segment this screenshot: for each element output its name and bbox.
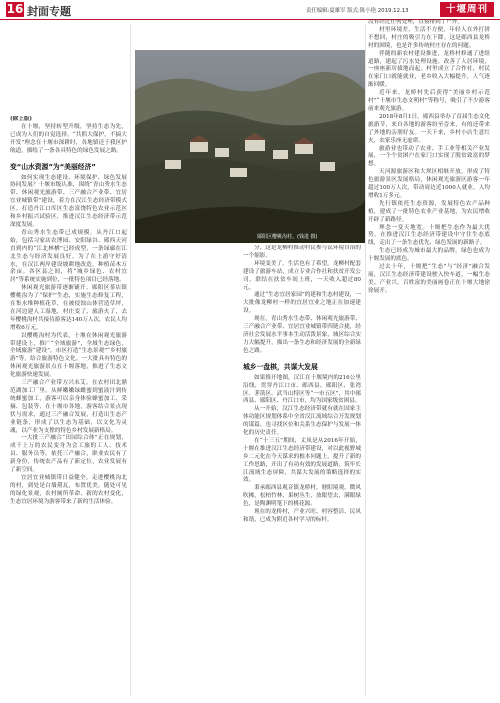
- paragraph: 三产融合产业带方兴未艾。在农村田北鼎范湖加工厂里，从鲜嫩嫩绿雌蜜到蜜液汁到传统蜂蜜加工，游客可以亲身体验蜂蜜加工、采摘、包装等，在十堰市各地，游客结合景点现状与需求，通过三产融合发展，打造出生态产业链条，形成了以生态为基础，以文化为灵魂，以产业为支撑的特色乡村发展新格局。: [10, 380, 127, 434]
- paragraph: 通过“生态宜居家园”的建和生态村建设，一大批像龙柳村一样的宜居宜业之地正在加速建设。: [243, 292, 361, 315]
- paragraph: 在“十三五”期间，丈凤是从2016年开始，十堰在推进汉江生态经济带建设，对以此视野城乡二元化在今天谋求的根本问题上，提升了新的工作思路，开出了有功有效的发展道路，筑牢长江流域生态屏障，共谋大发展的策略选择的实效。: [243, 437, 361, 484]
- paragraph: 秉承郧西县观音镇龙桥村，财阳境观，微风吹拂，松柏竹林，果树丛生，放眼望去，满眼绿色，是陶渊明笔下的桃花源。: [243, 485, 361, 508]
- paragraph: 现在，青山秀水生态带、休闲观光旅游带、三产融合产业带、宜居宜业城镇带四链合拢，经济社会发展水平事本生动活泼景象，城区综合实力大幅提升，描出一条生态和经济发展的全新绿色之路。: [243, 316, 361, 354]
- paragraph: 在十堰，坚持转型升级，坚持生态为先，已成为人们的自觉选择。“共抓大保护，不搞大开发”理念在十堰市深耕时，各地镇还于我区护航道，描绘了一条各具特色的绿色发展之路。: [10, 123, 127, 154]
- paragraph: 理念一变天地宽。十堰把生态作为最大优势，在推进汉江生态经济带建设中守住生态底线，走出了一条生态优先、绿色发展的新路子。: [368, 224, 490, 247]
- paragraph: 村里环境差，生活不方便，年轻人在外打拼不想回，村庄的吸引力在下降。这是郧西县龙桥村的困境，也是许多传统村庄存在的问题。: [368, 26, 490, 49]
- paragraph: 以樱桃沟村为代表，十堰在休闲观光旅游带建设上，推广“全域旅游”，全域生态绿色，全域旅游“建设”，市区打造“生态景观”“乡村旅游”等，结合旅游特色文化。一大批具有特色的休闲观光旅游景点在十堰落地，推进了生态文化旅游快速发展。: [10, 332, 127, 379]
- article-column-3: [368, 19, 490, 696]
- paragraph: 环境变美了，生活也有了希望。龙柳村配套建设了旅游车站，成立专业合作社和扶贫开发公司，联结在扶贫车间上班，一天收入超过80元。: [243, 260, 361, 291]
- paragraph: 旅游业也带动了农业、手工业等相关产业发展，一个个贫困户在家门口实现了脱贫致富的梦想。: [368, 145, 490, 168]
- paragraph: (除上版): [10, 116, 33, 122]
- paragraph: 从一开始，汉江生态经济带就有就在国家主体功能区规划体系中全省汉江流域综合开发规划的谋篇，也寻找区位和关系生态保护与发展一体化的历史责任。: [243, 406, 361, 437]
- page-number: 16: [6, 2, 24, 16]
- paragraph: 休闲观光旅游带逐渐铺开。郧阳区茶店镇樱桃沟为了“保护”生态，实施生态修复工程，在集水堆种植花草，在被侵蚀山体营造草坪，在河边建人工湿地，村庄变了，旅游火了，去年樱桃沟村共接待游客达140万人次，农民人均增收6万元。: [10, 285, 127, 331]
- paragraph: 天河源旅游区和大坝区相继开放，形成了特色旅游景区发展格局，休闲观光旅游区游客一年超过100万人次，带动周边近1000人就业，人均增收1万多元。: [368, 169, 490, 199]
- paragraph: 宜居宜业城镇带日益健全。走进樱桃沟北的村，到处是白墙黛瓦，布置优美，随处可见的绿化景观，农村厕所革命、新的农村变化，生态宜居环境为游客带来了新的生活体验。: [10, 474, 127, 505]
- paragraph: 如果推开地图，汉江在十堰境内的216公里沿线，贯穿丹江口市、郧西县、郧阳区、张湾区、茅箭区、武当山特区等“一市五区”，其中郧西县、郧阳区、丹江口市，均为国家级贫困县。: [243, 374, 361, 405]
- paragraph: 一大批三产融合“田园综合体”正在规划，成千上万的农民变身为会工旅的工人、技术员、服务员等，依托三产融合，职业农民有了新身份，传统农产品有了新定位，农业发展有了新空间。: [10, 435, 127, 474]
- paragraph: 没有经过任何处理，直接排到了户外。: [368, 19, 464, 25]
- paragraph: 青山秀水生态带已成规模。从丹江口起始，包括习家店农博园、安阳绿谷、郧西天河直到内的“江北林栖”已经成型，一条绿廊在江北生态与经济发展良好。为了在上游守好清水，在汉江两岸建设坡耕地改造，种植苗木万余亩。各区县之间，将“城乡绿色、农村宜居”等系统实施到位，一批特色项目已经落地。: [10, 229, 127, 284]
- article-column-2: [243, 245, 361, 696]
- subheading: 变“山水资源”为“美丽经济”: [10, 162, 96, 171]
- article-column-1: [10, 116, 127, 696]
- photo-caption: 郧阳区樱桃沟村。(钱进 摄): [257, 234, 318, 240]
- paragraph: 先行镇依托生态资源，发展特色农产品种植，建成了一批特色农业产业基地，为农民增收开辟了新路径。: [368, 200, 490, 223]
- column-divider: [130, 24, 131, 696]
- editor-credits: 责任编辑:夏雄军 版式:陈小艳 2019.12.13: [306, 8, 409, 14]
- section-title: 封面专题: [27, 5, 71, 18]
- paragraph: 分，这是龙柳村推动村民参与议环境自治的一个缩影。: [243, 245, 361, 259]
- paragraph: 现在的龙桥村，产业兴旺、村容整洁、民风和谐，已成为附近各村学习的标杆。: [243, 509, 361, 523]
- village-photo: [135, 50, 365, 243]
- column-divider: [365, 24, 366, 696]
- paragraph: 生态已经成为城市最大的品牌，绿色也成为十堰发展的底色。: [368, 248, 490, 263]
- paragraph: 近年来，龙桥村先后获得“美丽乡村示范村”“十堰市生态文明村”等称号，吸引了不少游客前来观光旅游。: [368, 90, 490, 112]
- paragraph: 如何实现生态建设、环境保护、绿色发展协同发展？十堰市级认准，围绕“青山秀水生态带、休闲观光旅游带、三产融合产业带、宜居宜业城镇带”建设，着力在汉江生态经济带模式区。打造丹江口库区生态富饶特色农业示范区和乡村振兴试验区，推进汉江生态经济带示范深度发展。: [10, 174, 127, 228]
- paragraph: 过去十年，十堰把“生态”与“经济”融合发展，汉江生态经济带建设驶入快车道，一幅生态美、产业兴、百姓富的美丽画卷正在十堰大地徐徐展开。: [368, 264, 490, 294]
- brand-logo: 十堰周刊: [440, 2, 494, 17]
- paragraph: 伴随的新农村建设推进，龙桥村修通了进组道路，建起了污水处理设施，改善了人居环境，一座座新房拔地而起。村里成立了合作社，村民在家门口就能就业，老乡收入大幅提升，人气逐渐回暖。: [368, 50, 490, 89]
- subheading: 城乡一盘棋，共谋大发展: [243, 362, 318, 371]
- page-header: [0, 0, 500, 20]
- paragraph: 2018年8月1日，郧西县举办了首届生态文化旅游节，来自各地的游客纷至沓来，有的还带来了外地的亲朋好友。一天下来，乡村小店生意红火，农家乐座无虚席。: [368, 113, 490, 144]
